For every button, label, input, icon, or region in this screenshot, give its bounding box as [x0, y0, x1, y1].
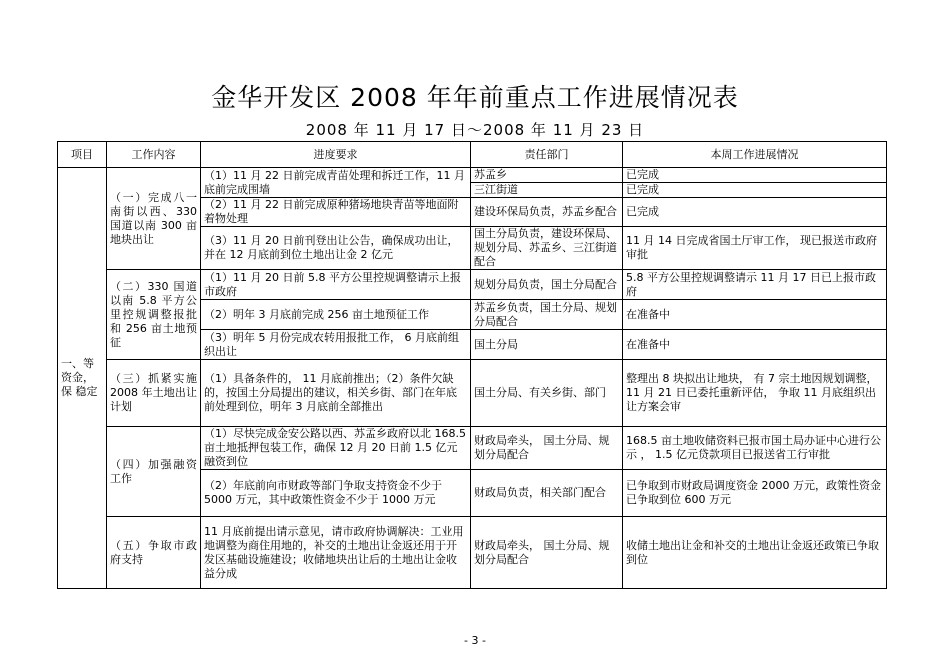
- requirement-cell: （1）尽快完成金安公路以西、苏孟乡政府以北 168.5 亩土地抵押包装工作，确保 12 月 20 日前 1.5 亿元融资到位: [201, 427, 471, 470]
- header-work-content: 工作内容: [107, 142, 201, 168]
- progress-cell: 11 月 14 日完成省国土厅审工作， 现已报送市政府审批: [623, 227, 887, 270]
- department-cell: 苏孟乡: [471, 168, 623, 183]
- header-requirement: 进度要求: [201, 142, 471, 168]
- requirement-cell: （1）11 月 22 日前完成青苗处理和拆迁工作，11 月底前完成围墙: [201, 168, 471, 198]
- table-row: [58, 427, 887, 470]
- progress-table: [57, 141, 887, 589]
- date-range: 2008 年 11 月 17 日～2008 年 11 月 23 日: [305, 121, 645, 139]
- department-cell: 国土分局、有关乡街、部门: [471, 360, 623, 427]
- department-cell: 国土分局: [471, 330, 623, 360]
- work-content-cell: （二）330 国道以南 5.8 平方公里控规调整报批和 256 亩土地预征: [107, 270, 201, 360]
- progress-cell: 在准备中: [623, 330, 887, 360]
- requirement-cell: （2）11 月 22 日前完成原种猪场地块青苗等地面附着物处理: [201, 198, 471, 227]
- progress-cell: 已完成: [623, 198, 887, 227]
- progress-cell: 168.5 亩土地收储资料已报市国土局办证中心进行公示 ， 1.5 亿元贷款项目已报送省工行审批: [623, 427, 887, 470]
- progress-cell: 已完成: [623, 168, 887, 183]
- progress-cell: 已争取到市财政局调度资金 2000 万元，政策性资金已争取到位 600 万元: [623, 470, 887, 517]
- table-row: [58, 517, 887, 589]
- progress-cell: 收储土地出让金和补交的土地出让金返还政策已争取到位: [623, 517, 887, 589]
- progress-cell: 已完成: [623, 183, 887, 198]
- requirement-cell: （3）11 月 20 日前刊登出让公告，确保成功出让，并在 12 月底前到位土地出让金 2 亿元: [201, 227, 471, 270]
- document-title: 金华开发区 2008 年年前重点工作进展情况表: [211, 83, 739, 112]
- table-row: [58, 168, 887, 183]
- page-number: - 3 -: [464, 634, 486, 647]
- header-progress: 本周工作进展情况: [623, 142, 887, 168]
- progress-cell: 整理出 8 块拟出让地块， 有 7 宗土地因规划调整， 11 月 21 日已委托重新评估， 争取 11 月底组织出让方案会审: [623, 360, 887, 427]
- work-content-cell: （五）争取市政府支持: [107, 517, 201, 589]
- table-row: [58, 360, 887, 427]
- progress-cell: 在准备中: [623, 300, 887, 330]
- progress-cell: 5.8 平方公里控规调整请示 11 月 17 日已上报市政府: [623, 270, 887, 300]
- department-cell: 财政局负责，相关部门配合: [471, 470, 623, 517]
- department-cell: 规划分局负责，国土分局配合: [471, 270, 623, 300]
- department-cell: 建设环保局负责，苏孟乡配合: [471, 198, 623, 227]
- department-cell: 三江街道: [471, 183, 623, 198]
- department-cell: 国土分局负责，建设环保局、规划分局、苏孟乡、三江街道配合: [471, 227, 623, 270]
- department-cell: 财政局牵头， 国土分局、规划分局配合: [471, 427, 623, 470]
- requirement-cell: （3）明年 5 月份完成农转用报批工作， 6 月底前组织出让: [201, 330, 471, 360]
- work-content-cell: （三）抓紧实施 2008 年土地出让计划: [107, 360, 201, 427]
- work-content-cell: （四）加强融资工作: [107, 427, 201, 517]
- table-header-row: [58, 142, 887, 168]
- department-cell: 苏孟乡负责，国土分局、规划分局配合: [471, 300, 623, 330]
- table-row: [58, 270, 887, 300]
- project-cell: 一、等资金，保 稳定: [58, 168, 107, 589]
- department-cell: 财政局牵头， 国土分局、规划分局配合: [471, 517, 623, 589]
- requirement-cell: （1）11 月 20 日前 5.8 平方公里控规调整请示上报市政府: [201, 270, 471, 300]
- requirement-cell: （1）具备条件的， 11 月底前推出；（2）条件欠缺的，按国土分局提出的建议，相关乡街、部门在年底前处理到位，明年 3 月底前全部推出: [201, 360, 471, 427]
- requirement-cell: （2）明年 3 月底前完成 256 亩土地预征工作: [201, 300, 471, 330]
- requirement-cell: 11 月底前提出请示意见，请市政府协调解决：工业用地调整为商住用地的，补交的土地出让金返还用于开发区基础设施建设；收储地块出让后的土地出让金收益分成: [201, 517, 471, 589]
- work-content-cell: （一）完成八一南街以西、330 国道以南 300 亩地块出让: [107, 168, 201, 270]
- requirement-cell: （2）年底前向市财政等部门争取支持资金不少于 5000 万元，其中政策性资金不少于 1000 万元: [201, 470, 471, 517]
- header-department: 责任部门: [471, 142, 623, 168]
- header-project: 项目: [58, 142, 107, 168]
